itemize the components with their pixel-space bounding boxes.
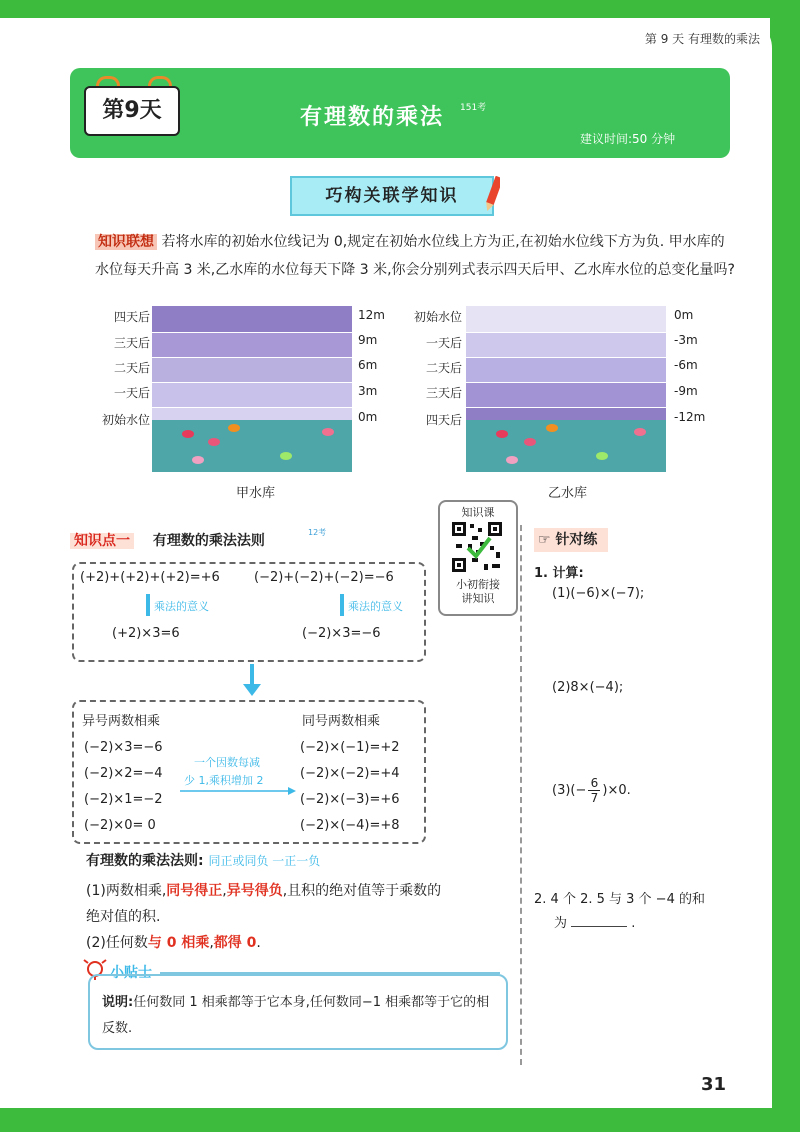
left-sum: (+2)+(+2)+(+2)=+6 [80, 570, 220, 585]
rule-heading-note: 同正或同负 一正一负 [208, 854, 321, 868]
reservoir-a-image [152, 306, 352, 472]
arrow-down-icon [146, 594, 150, 616]
arrow-right-icon [180, 786, 296, 796]
arrow-head-icon [243, 684, 261, 696]
intro-tag: 知识联想 [95, 234, 157, 250]
question-1a: (1)(−6)×(−7); [552, 586, 645, 601]
right-green-border [770, 0, 800, 1110]
different-sign-row: (−2)×0= 0 [84, 818, 156, 833]
question-2: 2. 4 个 2. 5 与 3 个 −4 的和 [534, 892, 705, 907]
arrow-down-icon [340, 594, 344, 616]
running-header: 第 9 天 有理数的乘法 [644, 32, 760, 46]
same-sign-row: (−2)×(−3)=+6 [300, 792, 400, 807]
question-1b: (2)8×(−4); [552, 680, 624, 695]
different-sign-row: (−2)×1=−2 [84, 792, 163, 807]
section-title: 巧构关联学知识 [290, 176, 494, 216]
qr-code-card[interactable] [438, 500, 518, 616]
left-product: (+2)×3=6 [112, 626, 180, 641]
intro-text: 若将水库的初始水位线记为 0,规定在初始水位线上方为正,在初始水位线下方为负. 甲水库的水位每天升高 3 米,乙水库的水位每天下降 3 米,你会分别列式表示四天后甲、乙水库水位的总变化量吗? [95, 234, 735, 278]
question-2-answer: 为 . [554, 916, 636, 931]
different-sign-row: (−2)×3=−6 [84, 740, 163, 755]
question-1c: (3)(− 6 7 )×0. [552, 776, 631, 805]
reservoir-a-name: 甲水库 [236, 486, 276, 501]
left-note: 乘法的意义 [154, 600, 209, 613]
pattern-note-line2: 少 1,乘积增加 2 [184, 774, 264, 787]
knowledge-sup: 12考 [308, 528, 327, 537]
rule-one: (1)两数相乘,同号得正,异号得负,且积的绝对值等于乘数的 绝对值的积. [86, 883, 442, 925]
same-sign-row: (−2)×(−2)=+4 [300, 766, 400, 781]
reservoir-b-name: 乙水库 [548, 486, 588, 501]
pencil-icon [486, 176, 500, 214]
tip-title: 小贴士 [110, 965, 152, 981]
knowledge-point-heading [70, 530, 265, 550]
top-green-border [0, 0, 800, 18]
different-sign-row: (−2)×2=−4 [84, 766, 163, 781]
different-sign-title: 异号两数相乘 [82, 714, 161, 729]
different-sign-negative: 异号得负 [226, 883, 283, 899]
pointing-hand-icon: ☞ [538, 532, 551, 548]
same-sign-title: 同号两数相乘 [302, 714, 381, 729]
knowledge-title: 有理数的乘法法则 [152, 533, 265, 549]
rule-two: (2)任何数与 0 相乘,都得 0. [86, 935, 261, 951]
practice-tag: ☞ 针对练 [534, 528, 608, 552]
suggested-time: 建议时间:50 分钟 [580, 132, 676, 146]
day-badge: 第9天 [84, 86, 180, 136]
pattern-note-line1: 一个因数每减 [194, 756, 260, 769]
answer-blank[interactable] [571, 916, 627, 927]
right-product: (−2)×3=−6 [302, 626, 381, 641]
fraction: 6 7 [588, 776, 600, 805]
tip-box [88, 974, 508, 1050]
tip-text: 任何数同 1 相乘都等于它本身,任何数同−1 相乘都等于它的相反数. [102, 995, 490, 1036]
tip-label: 说明: [102, 995, 134, 1010]
knowledge-tag: 知识点一 [70, 533, 134, 549]
qr-top-label: 知识课 [461, 506, 495, 519]
rule-heading: 有理数的乘法法则: 同正或同负 一正一负 [86, 853, 321, 869]
question-1: 1. 计算: [534, 566, 584, 581]
page-number: 31 [701, 1074, 727, 1095]
intro-paragraph [95, 228, 735, 284]
same-sign-row: (−2)×(−4)=+8 [300, 818, 400, 833]
qr-code-icon [450, 520, 504, 574]
chapter-title: 有理数的乘法 [300, 105, 445, 130]
qr-bottom-label: 小初衔接 讲知识 [456, 578, 500, 605]
chapter-title-sup: 151考 [460, 103, 487, 113]
same-sign-row: (−2)×(−1)=+2 [300, 740, 400, 755]
reservoir-b-image [466, 306, 666, 472]
right-sum: (−2)+(−2)+(−2)=−6 [254, 570, 394, 585]
same-sign-positive: 同号得正 [166, 883, 223, 899]
bottom-green-border [0, 1108, 800, 1132]
right-note: 乘法的意义 [348, 600, 403, 613]
column-divider [520, 525, 523, 1065]
